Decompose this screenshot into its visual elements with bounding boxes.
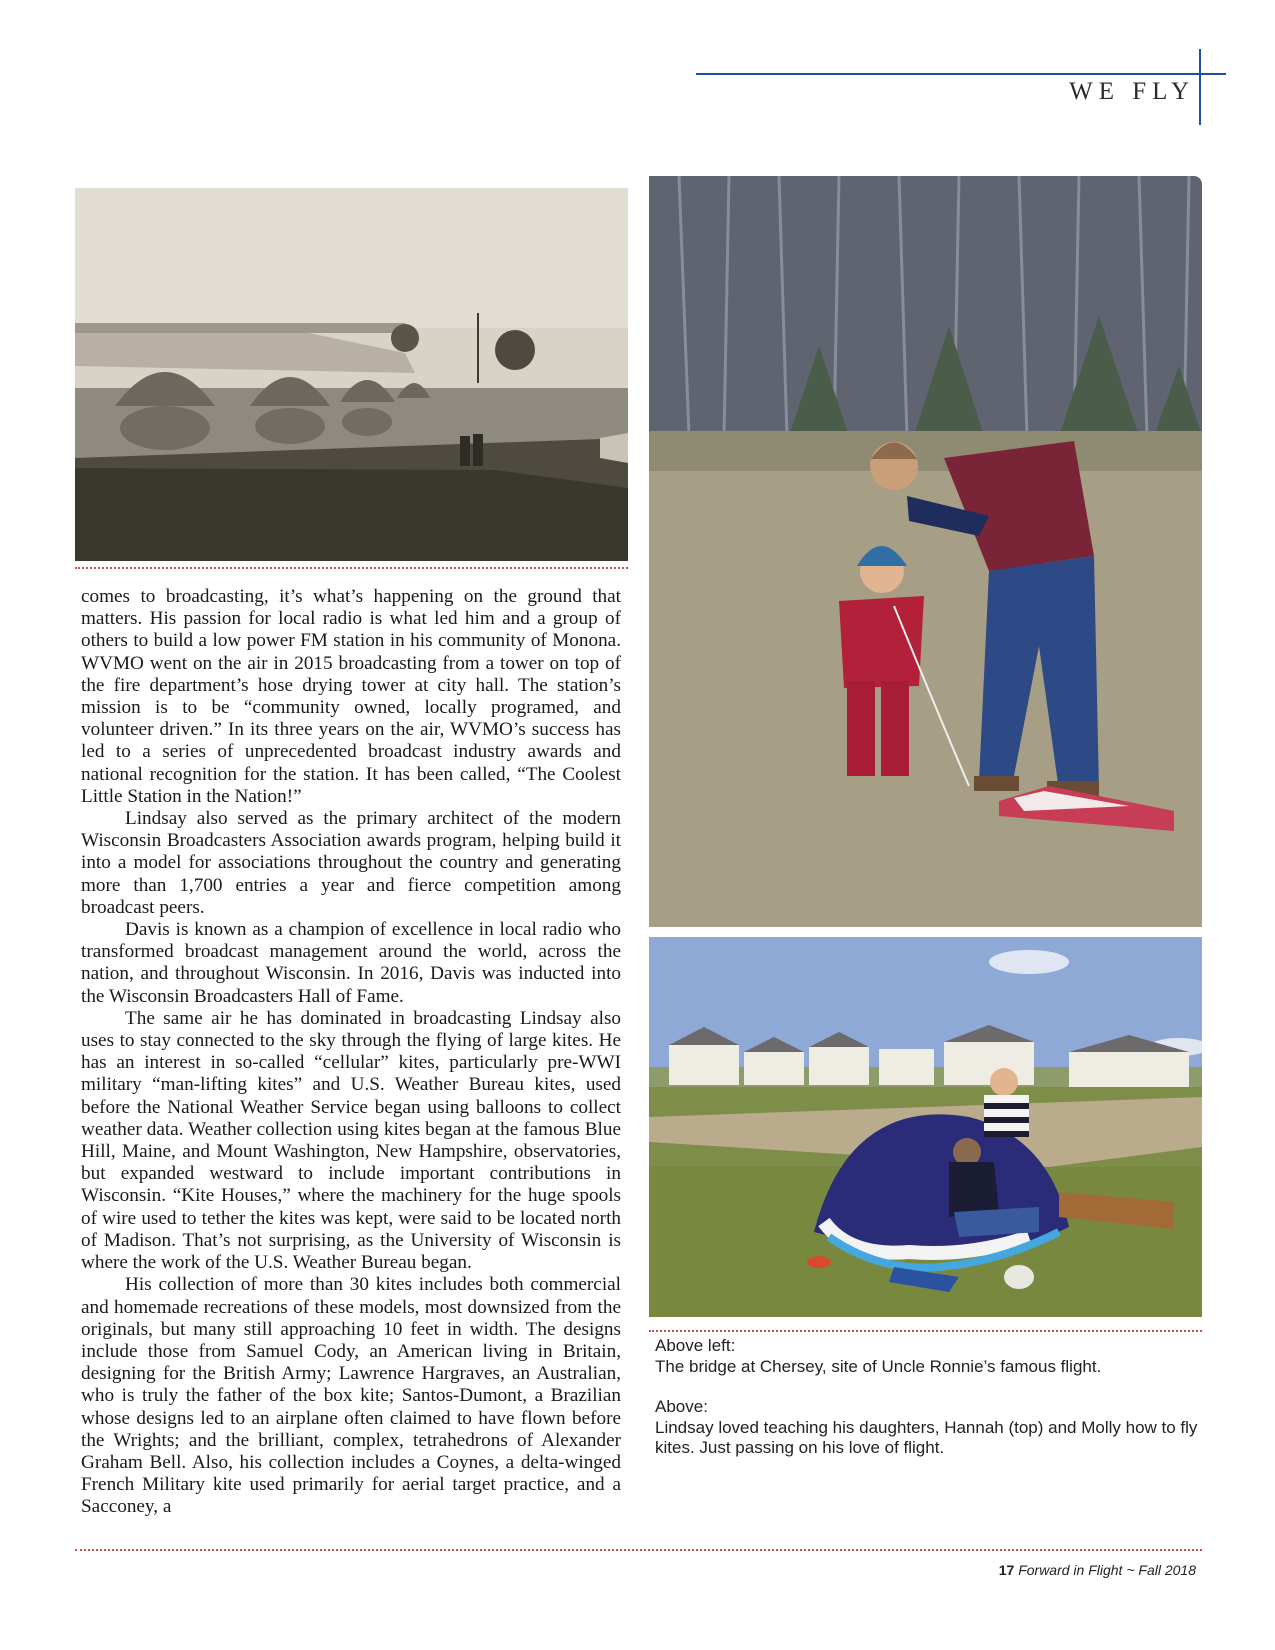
- caption-right-text: Lindsay loved teaching his daughters, Hannah (top) and Molly how to fly kites. Just passing on his love of flight.: [655, 1417, 1198, 1457]
- footer-divider: [75, 1549, 1202, 1551]
- kite-field-photo: [649, 176, 1202, 927]
- article-paragraph: His collection of more than 30 kites includes both commercial and homemade recreations of these models, most downsized from the originals, but many still approaching 10 feet in width. The designs include those from Samuel Cody, an American living in Britain, designing for the British Army; Lawrence Hargraves, an Australian, who is truly the father of the box kite; Santos-Dumont, a Brazilian whose designs led to an airplane often claimed to have flown before the Wrights; and the brilliant, complex, tetrahedrons of Alexander Graham Bell. Also, his collection includes a Coynes, a delta-winged French Military kite used primarily for aerial target practice, and a Sacconey, a: [81, 1274, 621, 1518]
- article-paragraph: Lindsay also served as the primary architect of the modern Wisconsin Broadcasters Association awards program, helping build it into a model for associations throughout the country and generating more than 1,700 entries a year and fierce competition among broadcast peers.: [81, 808, 621, 918]
- publication-name: Forward in Flight ~ Fall 2018: [1018, 1562, 1196, 1578]
- header-rule: [696, 73, 1226, 75]
- article-paragraph: The same air he has dominated in broadcasting Lindsay also uses to stay connected to the sky through the flying of large kites. He has an interest in so-called “cellular” kites, particularly pre-WWI military “man-lifting kites” and U.S. Weather Bureau kites, used before the National Weather Service began using balloons to collect weather data. Weather collection using kites began at the famous Blue Hill, Maine, and Mount Washington, New Hampshire, observatories, but expanded westward to include important contributions in Wisconsin. “Kite Houses,” where the machinery for the huge spools of wire used to tether the kites was kept, were said to be located north of Madison. That’s not surprising, as the University of Wisconsin is where the work of the U.S. Weather Bureau began.: [81, 1007, 621, 1274]
- header-vertical-rule: [1199, 49, 1201, 125]
- page-footer: [800, 1562, 1196, 1578]
- article-body: [81, 586, 621, 1519]
- caption-left-text: The bridge at Chersey, site of Uncle Ronnie’s famous flight.: [655, 1356, 1102, 1376]
- article-paragraph: comes to broadcasting, it’s what’s happening on the ground that matters. His passion for local radio is what led him and a group of others to build a low power FM station in his community of Monona. WVMO went on the air in 2015 broadcasting from a tower on top of the fire department’s hose drying tower at city hall. The station’s mission is to be “community owned, locally programed, and volunteer driven.” In its three years on the air, WVMO’s success has led to a series of unprecedented broadcast industry awards and national recognition for the station. It has been called, “The Coolest Little Station in the Nation!”: [81, 586, 621, 807]
- page-number: 17: [998, 1562, 1015, 1578]
- bridge-photo: [75, 188, 628, 561]
- photo-caption: [655, 1336, 1200, 1459]
- article-paragraph: Davis is known as a champion of excellence in local radio who transformed broadcast management around the world, across the nation, and throughout Wisconsin. In 2016, Davis was inducted into the Wisconsin Broadcasters Hall of Fame.: [81, 919, 621, 1007]
- photo-divider: [75, 567, 628, 569]
- box-kite-photo: [649, 937, 1202, 1317]
- caption-left-heading: Above left:: [655, 1336, 736, 1355]
- caption-divider: [649, 1330, 1202, 1332]
- caption-right-heading: Above:: [655, 1397, 708, 1416]
- section-title: WE FLY: [1069, 78, 1195, 105]
